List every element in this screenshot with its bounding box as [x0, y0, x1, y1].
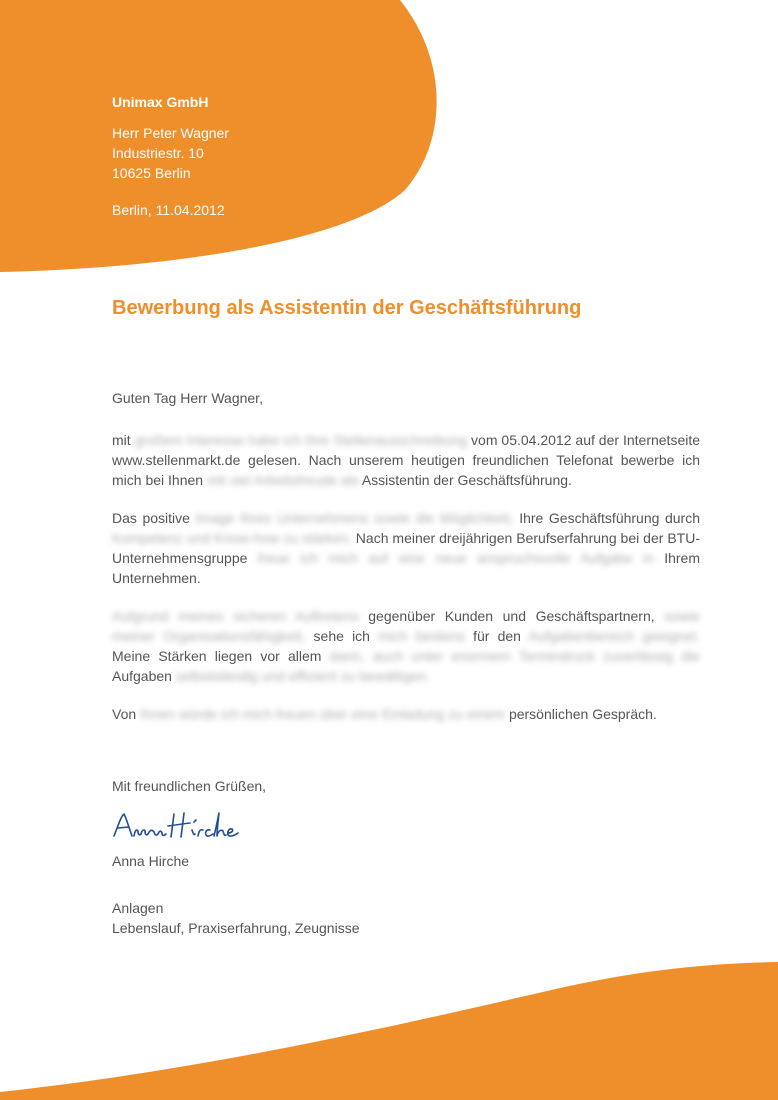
p1-text-a: mit	[112, 432, 131, 448]
footer-orange-wave	[0, 962, 778, 1100]
paragraph-4	[112, 704, 700, 724]
p3-text-a: gegenüber Kunden und Geschäftspartnern,	[368, 608, 655, 624]
p3-blurred-3: mich bestens	[378, 628, 465, 644]
p3-text-b: sehe ich	[313, 628, 370, 644]
handwritten-signature	[110, 806, 250, 846]
letter-subject: Bewerbung als Assistentin der Geschäftsführung	[112, 297, 582, 319]
enclosures-list: Lebenslauf, Praxiserfahrung, Zeugnisse	[112, 920, 360, 936]
p1-blurred-1: großem Interesse habe ich Ihre Stellenausschreibung	[134, 432, 468, 448]
p3-text-c: für den	[473, 628, 521, 644]
p4-text-a: Von	[112, 706, 137, 722]
recipient-contact: Herr Peter Wagner	[112, 125, 229, 141]
p2-text-a: Das positive	[112, 510, 190, 526]
p3-text-d: Meine Stärken liegen vor allem	[112, 648, 322, 664]
paragraph-1	[112, 430, 700, 490]
recipient-address	[112, 92, 229, 220]
p3-blurred-1: Aufgrund meines sicheren Auftretens	[112, 608, 359, 624]
p2-text-b: Ihre Geschäftsführung durch	[519, 510, 700, 526]
p1-text-c: Assistentin der Geschäftsführung.	[361, 472, 572, 488]
paragraph-3	[112, 606, 700, 686]
p3-blurred-6: selbstständig und effizient zu bewältigen.	[175, 668, 431, 684]
closing-phrase: Mit freundlichen Grüßen,	[112, 778, 267, 794]
enclosures-label: Anlagen	[112, 900, 164, 916]
p3-blurred-4: Aufgabenbereich geeignet.	[528, 628, 701, 644]
recipient-street: Industriestr. 10	[112, 145, 204, 161]
letter-body	[112, 388, 700, 742]
salutation: Guten Tag Herr Wagner,	[112, 390, 263, 406]
paragraph-2	[112, 508, 700, 588]
recipient-city: 10625 Berlin	[112, 165, 191, 181]
enclosures	[112, 898, 359, 938]
letter-date: Berlin, 11.04.2012	[112, 202, 225, 218]
p2-blurred-1: Image Ihres Unternehmens sowie die Möglichkeit,	[195, 510, 514, 526]
p3-blurred-2: sowie meiner Organisationsfähigkeit,	[112, 608, 701, 644]
sender-name: Anna Hirche	[112, 853, 190, 869]
p3-blurred-5: darin, auch unter enormem Termindruck zuverlässig die	[329, 648, 700, 664]
p2-text-d: Ihrem Unternehmen.	[112, 550, 700, 586]
p4-text-b: persönlichen Gespräch.	[508, 706, 657, 722]
recipient-company: Unimax GmbH	[112, 94, 209, 110]
p2-blurred-3: freue ich mich auf eine neue anspruchsvolle Aufgabe in	[257, 550, 654, 566]
p1-blurred-2: mit viel Arbeitsfreude als	[206, 472, 359, 488]
p2-blurred-2: Kompetenz und Know-how zu stärken.	[112, 530, 352, 546]
p3-text-e: Aufgaben	[112, 668, 172, 684]
p4-blurred-1: Ihnen würde ich mich freuen über eine Einladung zu einem	[140, 706, 506, 722]
p2-text-c: Nach meiner dreijährigen Berufserfahrung bei der BTU-Unternehmensgruppe	[112, 530, 700, 566]
p1-text-b: vom 05.04.2012 auf der Internetseite www.stellenmarkt.de gelesen. Nach unserem heutigen freundlichen Telefonat bewerbe ich mich bei Ihnen	[112, 432, 701, 488]
